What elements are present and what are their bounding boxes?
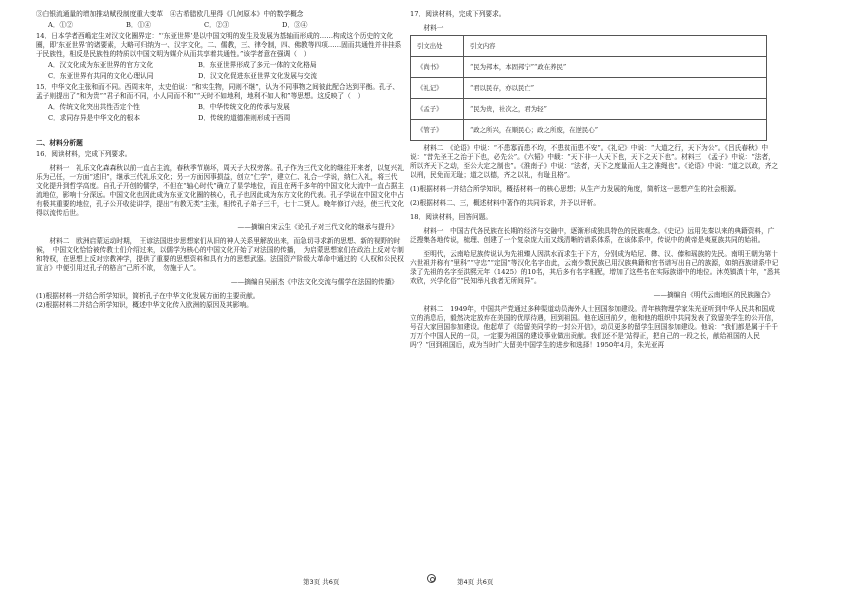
- binding-circle-icon: [427, 574, 436, 583]
- table-cell: 引文出处: [411, 36, 464, 57]
- q14-option-a[interactable]: A．汉文化成为东亚世界的官方文化: [48, 61, 154, 69]
- q13-option-c[interactable]: C．②③: [204, 21, 230, 29]
- q18-source-1: ——摘编自《明代云南地区的民族融合》: [653, 291, 774, 299]
- q13-option-b[interactable]: B．①④: [126, 21, 151, 29]
- q14-option-d[interactable]: D．汉文化促进东亚世界文化发展与交流: [198, 72, 318, 80]
- q18-material-1b: 至明代，云南哈尼族传说认为先祖臻人因洪水而求生于下方，分别成为哈尼、彝、汉、傣和瑶族的先民。南明王朝为第十六世祖并称有“里科”“守忠”“定国”等汉化名字由此，云南少数民族已用汉族典籍和官书谱写出自己的族源，如纳西族谱系中记录了先祖的名字至洪熙元年（1425）的10名，其后多有名字相配，增加了这些名在实际族谱中的地位。沐英镇滇十年，“悉其欢欣，兴学化俗”“民知举凡我者无所间异”。: [410, 250, 781, 285]
- table-cell: 《尚书》: [411, 57, 464, 78]
- section-heading: 二、材料分析题: [36, 139, 83, 147]
- table-cell: 引文内容: [464, 36, 767, 57]
- table-cell: “政之所兴，在顺民心；政之所废，在逆民心”: [464, 120, 767, 141]
- q14-stem: 14．日本学者西嶋定生对汉文化圈界定：“‘东亚世界’是以中国文明的发生及发展为基轴而形成的……构成这个历史的文化圈，即‘东亚世界’的诸要素，大略可归纳为一、汉字文化，二、儒教，三、律令制，四、佛教等四项……固而共通性并非挂系于民族性，相反是民族性的特质以中国文明为媒介从而共享着共通性。”该学者意在强调（ ）: [36, 32, 402, 58]
- table-cell: 《孟子》: [411, 99, 464, 120]
- q17-material-1-label: 材料一: [423, 24, 444, 32]
- q17-question-2: (2)根据材料二、三，概述材料中著作的共同诉求，并予以评析。: [410, 199, 601, 207]
- q17-question-1: (1)根据材料一并结合所学知识，概括材料一的核心思想；从生产力发展的角度，简析这一思想产生的社会根源。: [410, 185, 741, 193]
- q15-options-row1: [36, 103, 404, 112]
- q17-stem: 17．阅读材料，完成下列要求。: [410, 10, 506, 18]
- table-row: [411, 78, 767, 99]
- page-number-right: 第4页 共6页: [457, 578, 494, 586]
- page-number-left: 第3页 共6页: [303, 578, 340, 586]
- q15-options-row2: [36, 114, 404, 123]
- q13-option-d[interactable]: D．③④: [282, 21, 308, 29]
- q14-option-c[interactable]: C．东亚世界有共同的文化心理认同: [48, 72, 154, 80]
- table-row: [411, 99, 767, 120]
- q16-material-2: 材料二 欧洲启蒙运动时期， 王谚法国进步思想家们从旧的神人关系里解放出来，而急切寻求新的思想、新的视野的时候， 中国文化恰恰被传教士们介绍过来，以儒学为核心的中国文化开始了对法国的传播， 为启蒙思想家们在政治上反对专制和特权，在思想上反对宗教神学，提供了重要的思想资料和具有力的思想武器。法国资产阶级大革命中通过的《人权和公民权宣言》中便引用过孔子的格言“己所不欲， 勿施于人”。: [36, 237, 404, 272]
- q17-material-2-3: 材料二 《论语》中说：“不患寡而患不均，不患贫而患不安”。《礼记》中说：“大道之行，天下为公”。《吕氏春秋》中说：“昔先圣王之治于下也，必先公”。《六韬》中载：“天下非一人天下也，天下之天下也”。材料三 《孟子》中说：“法者，所以齐天下之动，至公大定之制也”。《淮南子》中说：“法者，天下之度量而人主之准绳也”。《论语》中说：“道之以政，齐之以刑，民免而无耻；道之以德，齐之以礼，有耻且格”。: [410, 144, 779, 179]
- q16-source-2: ——摘编自吴丽杰《中法文化交流与儒学在法国的传播》: [230, 278, 398, 286]
- right-page-column: [410, 10, 780, 350]
- table-cell: 《管子》: [411, 120, 464, 141]
- q16-stem: 16．阅读材料，完成下列要求。: [36, 150, 132, 158]
- q15-option-a[interactable]: A．传统文化突出共性否定个性: [48, 103, 140, 111]
- q16-question-1: (1)根据材料一并结合所学知识，简析孔子在中华文化发展方面的主要贡献。: [36, 292, 260, 300]
- q15-option-b[interactable]: B．中华传统文化的传承与发展: [198, 103, 290, 111]
- q14-options-row1: [36, 61, 404, 70]
- table-cell: 《礼记》: [411, 78, 464, 99]
- table-cell: “君以民存，亦以民亡”: [464, 78, 767, 99]
- q16-source-1: ——摘编自宋云生《论孔子对三代文化的继承与提升》: [237, 223, 398, 231]
- quote-table: [410, 35, 767, 141]
- left-page-column: [36, 10, 404, 310]
- q14-options-row2: [36, 72, 404, 81]
- table-row: [411, 57, 767, 78]
- q13-options: [36, 21, 404, 30]
- q13-option-a[interactable]: A．①②: [48, 21, 73, 29]
- q15-option-c[interactable]: C．求同存异是中华文化的根本: [48, 114, 141, 122]
- q13-items-tail: ③白银流通量的增加推动赋役制度重大变革 ④古希腊欧几里得《几何原本》中的数学概念: [36, 10, 304, 18]
- table-row: [411, 120, 767, 141]
- q16-material-1: 材料一 礼乐文化森森秋以前一直占主流，春秋季节崩坏，周天子大权旁落。孔子作为三代文化的继往开来者，以复兴礼乐为己任，一方面“述旧”，继承三代礼乐文化；另一方面因事损益，创立“仁学”，建立仁、礼合一学说，纳仁入礼，将三代文化提升到哲学高度。自孔子开创的儒学，不但在“轴心时代”确立了显学地位，而且在两千多年的中国文化大流中一直占据主流地位，影响十分深远。中国文化也因此成为东亚文化圈的核心，孔子也因此成为东方文化的代表。孔子学说在中国文化中占有极其重要的地位，孔子公开收徒讲学，提出“有教无类”主张，相传孔子弟子三千，七十二贤人。晚年修订六经，使三代文化得以流传后世。: [36, 164, 404, 217]
- q18-stem: 18．阅读材料，回答问题。: [410, 213, 493, 221]
- q14-option-b[interactable]: B．东亚世界形成了多元一体的文化格局: [198, 61, 317, 69]
- q16-question-2: (2)根据材料二并结合所学知识，概述中华文化传入欧洲的原因及其影响。: [36, 301, 253, 309]
- q15-stem: 15．中华文化主张和而不同。西周末年，太史伯说：“和实生物，同则不继”，认为不同事物之间彼此配合达到平衡。孔子、孟子则提出了“和为贵”“君子和而不同，小人同而不和”“天时不如地利，地利不如人和”等思想。这反映了（ ）: [36, 83, 400, 100]
- q18-material-2: 材料二 1949年，中国共产党通过多种渠道动员海外人士回国参加建设。青年核物理学家朱光亚听到中华人民共和国成立的消息后，毅然决定放弃在美国的优厚待遇，回到祖国。他在返回前夕，他和他的组织中共同发表了致留美学生的公开信，号召大家回国参加建设。他起草了《给留美同学的一封公开信》，动员更多的留学生回国参加建设。他说：“我们都是属于千千万万个中国人民的一员，一定要为祖国的建设事业做出贡献。我们还不是‘站得正，把自己的一段之长，献给祖国的人民吗’？”回到祖国后，成为当时广大留美中国学生的进步和选择！1950年4月，朱光亚再: [410, 305, 778, 349]
- q15-option-d[interactable]: D．传统的道德准则形成于西周: [198, 114, 291, 122]
- table-row: [411, 36, 767, 57]
- table-cell: “民为邦本，本固邦宁”“政在养民”: [464, 57, 767, 78]
- q18-material-1: 材料一 中国古代各民族在长期的经济与交融中，逐渐形成独具特色的民族观念。《史记》远用先秦以来的典籍资料，广泛搜集各地传说，梳理、创建了一个复杂庞大而又线清晰的谱系体系，在该体系中，传说中的黄帝是夷夏族共同的始祖。: [410, 227, 775, 244]
- table-cell: “民为贵，社次之，君为轻”: [464, 99, 767, 120]
